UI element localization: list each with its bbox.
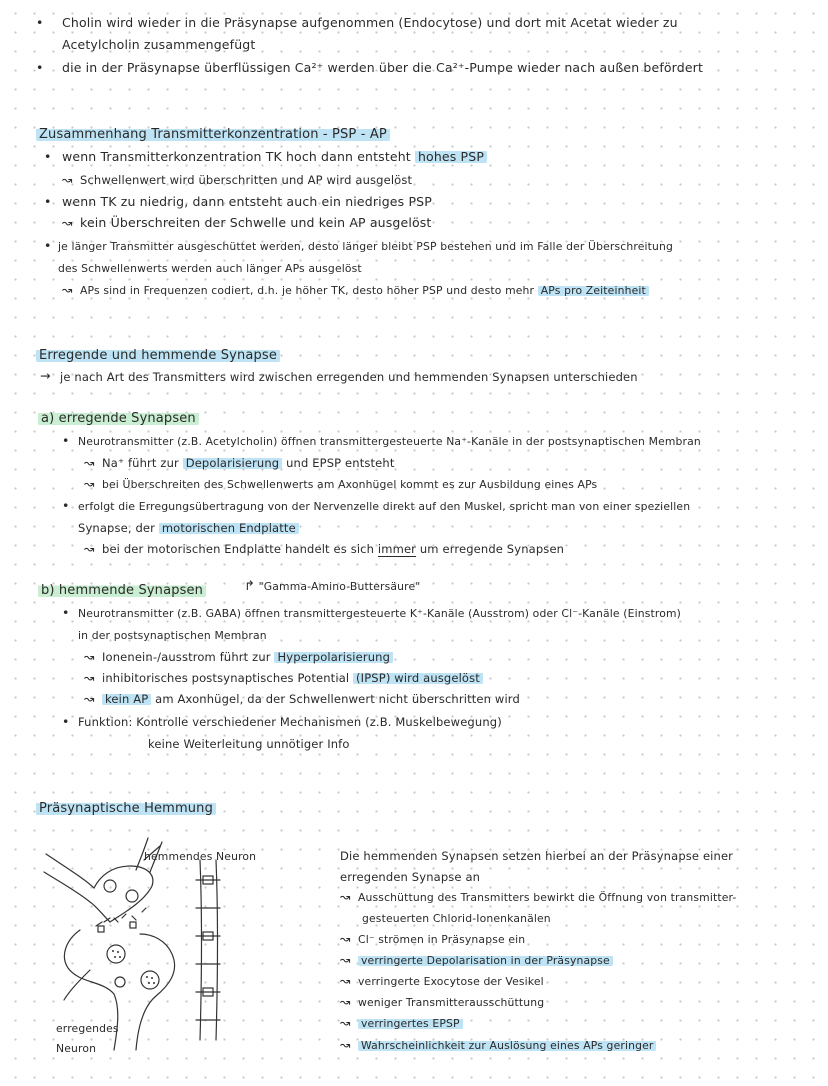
- receptor: [98, 926, 104, 932]
- bullet: •: [62, 605, 70, 620]
- arrow-icon: ↝: [340, 994, 351, 1009]
- gaba-note: ↱ "Gamma-Amino-Buttersäure": [244, 579, 421, 594]
- arrow-icon: ↝: [84, 649, 95, 664]
- bullet: •: [62, 498, 70, 513]
- arrow-icon: ↝: [84, 455, 95, 470]
- right-arrow-icon: →: [40, 368, 51, 383]
- s1-line-4: kein Überschreiten der Schwelle und kein AP ausgelöst: [80, 215, 432, 230]
- s1-line-1: wenn Transmitterkonzentration TK hoch dann entsteht hohes PSP: [62, 148, 487, 165]
- arrow-icon: ↝: [62, 215, 73, 230]
- s3-text-7: verringerte Exocytose der Vesikel: [358, 975, 544, 988]
- receptor-cluster: [96, 908, 146, 926]
- subheading-erregende: a) erregende Synapsen: [38, 410, 199, 427]
- section-heading-synapse-types: Erregende und hemmende Synapse: [36, 347, 280, 364]
- s1-line-2: Schwellenwert wird überschritten und AP wird ausgelöst: [80, 173, 413, 187]
- receptor: [130, 922, 136, 928]
- a-line-4: erfolgt die Erregungsübertragung von der Nervenzelle direkt auf den Muskel, spricht man von einer speziellen: [78, 500, 691, 513]
- b-line-4: inhibitorisches postsynaptisches Potential (IPSP) wird ausgelöst: [102, 670, 483, 687]
- intro-line-1: Cholin wird wieder in die Präsynapse aufgenommen (Endocytose) und dort mit Acetat wieder zu: [62, 15, 678, 30]
- bullet: •: [62, 433, 70, 448]
- intro-line-2: Acetylcholin zusammengefügt: [62, 37, 256, 52]
- b-line-5: kein AP am Axonhügel, da der Schwellenwert nicht überschritten wird: [102, 691, 520, 708]
- postsynaptic-membrane: [200, 860, 218, 1040]
- s3-text-3: Ausschüttung des Transmitters bewirkt die Öffnung von transmitter-: [358, 891, 737, 904]
- s1-line-3: wenn TK zu niedrig, dann entsteht auch ein niedriges PSP: [62, 194, 432, 209]
- s3-text-1: Die hemmenden Synapsen setzen hierbei an der Präsynapse einer: [340, 849, 734, 863]
- bullet: •: [44, 149, 52, 164]
- arrow-icon: ↝: [340, 889, 351, 904]
- s3-text-4: gesteuerten Chlorid-Ionenkanälen: [362, 912, 551, 925]
- label-pointer: [64, 970, 90, 1000]
- bullet: •: [36, 60, 44, 75]
- b-line-1: Neurotransmitter (z.B. GABA) öffnen transmittergesteuerte K⁺-Kanäle (Ausstrom) oder Cl⁻-Kanäle (Einstrom): [78, 607, 682, 620]
- b-line-7: keine Weiterleitung unnötiger Info: [148, 737, 350, 751]
- s3-text-8: weniger Transmitterausschüttung: [358, 996, 545, 1009]
- arrow-icon: ↝: [340, 1037, 351, 1052]
- label-erregendes-neuron-1: erregendes: [56, 1022, 119, 1035]
- arrow-icon: ↝: [84, 476, 95, 491]
- s3-text-5: Cl⁻ strömen in Präsynapse ein: [358, 933, 526, 946]
- b-line-3: Ionenein-/ausstrom führt zur Hyperpolarisierung: [102, 649, 393, 666]
- s3-text-6: verringerte Depolarisation in der Präsynapse: [358, 952, 613, 969]
- arrow-icon: ↝: [340, 1015, 351, 1030]
- vesicle: [115, 977, 125, 987]
- arrow-icon: ↝: [62, 282, 73, 297]
- bullet: •: [36, 15, 44, 30]
- label-erregendes-neuron-2: Neuron: [56, 1042, 97, 1055]
- bullet: •: [62, 714, 70, 729]
- section-heading-praesynaptisch: Präsynaptische Hemmung: [36, 800, 216, 817]
- b-line-2: in der postsynaptischen Membran: [78, 629, 267, 642]
- intro-line-3: die in der Präsynapse überflüssigen Ca²⁺ werden über die Ca²⁺-Pumpe wieder nach außen befördert: [62, 60, 704, 75]
- s3-text-9: verringertes EPSP: [358, 1015, 463, 1032]
- arrow-icon: ↝: [340, 973, 351, 988]
- bullet: •: [44, 238, 52, 253]
- arrow-icon: ↝: [340, 952, 351, 967]
- b-line-6: Funktion: Kontrolle verschiedener Mechanismen (z.B. Muskelbewegung): [78, 715, 502, 729]
- vesicle: [107, 945, 125, 963]
- arrow-icon: ↝: [340, 931, 351, 946]
- a-line-2: Na⁺ führt zur Depolarisierung und EPSP entsteht: [102, 456, 395, 470]
- bullet: •: [44, 194, 52, 209]
- s2-intro: je nach Art des Transmitters wird zwischen erregenden und hemmenden Synapsen unterschieden: [60, 370, 638, 384]
- arrow-icon: ↝: [84, 670, 95, 685]
- arrow-icon: ↝: [84, 691, 95, 706]
- s3-text-10: Wahrscheinlichkeit zur Auslösung eines APs geringer: [358, 1037, 656, 1054]
- a-line-1: Neurotransmitter (z.B. Acetylcholin) öffnen transmittergesteuerte Na⁺-Kanäle in der postsynaptischen Membran: [78, 435, 701, 448]
- label-hemmendes-neuron: hemmendes Neuron: [144, 850, 257, 863]
- s1-line-5: je länger Transmitter ausgeschüttet werden, desto länger bleibt PSP bestehen und im Falle der Überschreitung: [58, 240, 674, 253]
- vesicle: [141, 971, 159, 989]
- a-line-5: Synapse, der motorischen Endplatte: [78, 520, 299, 537]
- s3-text-2: erregenden Synapse an: [340, 870, 481, 884]
- arrow-icon: ↝: [62, 172, 73, 187]
- section-heading-transmitter: Zusammenhang Transmitterkonzentration - PSP - AP: [36, 126, 390, 143]
- vesicle: [126, 890, 138, 902]
- vesicle: [104, 880, 116, 892]
- subheading-hemmende: b) hemmende Synapsen: [38, 582, 206, 599]
- s1-line-6: des Schwellenwerts werden auch länger APs ausgelöst: [58, 262, 362, 275]
- vesicle-dots: [112, 950, 155, 984]
- a-line-3: bei Überschreiten des Schwellenwerts am Axonhügel kommt es zur Ausbildung eines APs: [102, 478, 598, 491]
- inhibitory-neuron-outline: [44, 854, 153, 922]
- arrow-icon: ↝: [84, 541, 95, 556]
- a-line-6: bei der motorischen Endplatte handelt es sich immer um erregende Synapsen: [102, 542, 565, 556]
- s1-line-7: APs sind in Frequenzen codiert, d.h. je höher TK, desto höher PSP und desto mehr APs pro Zeiteinheit: [80, 282, 649, 299]
